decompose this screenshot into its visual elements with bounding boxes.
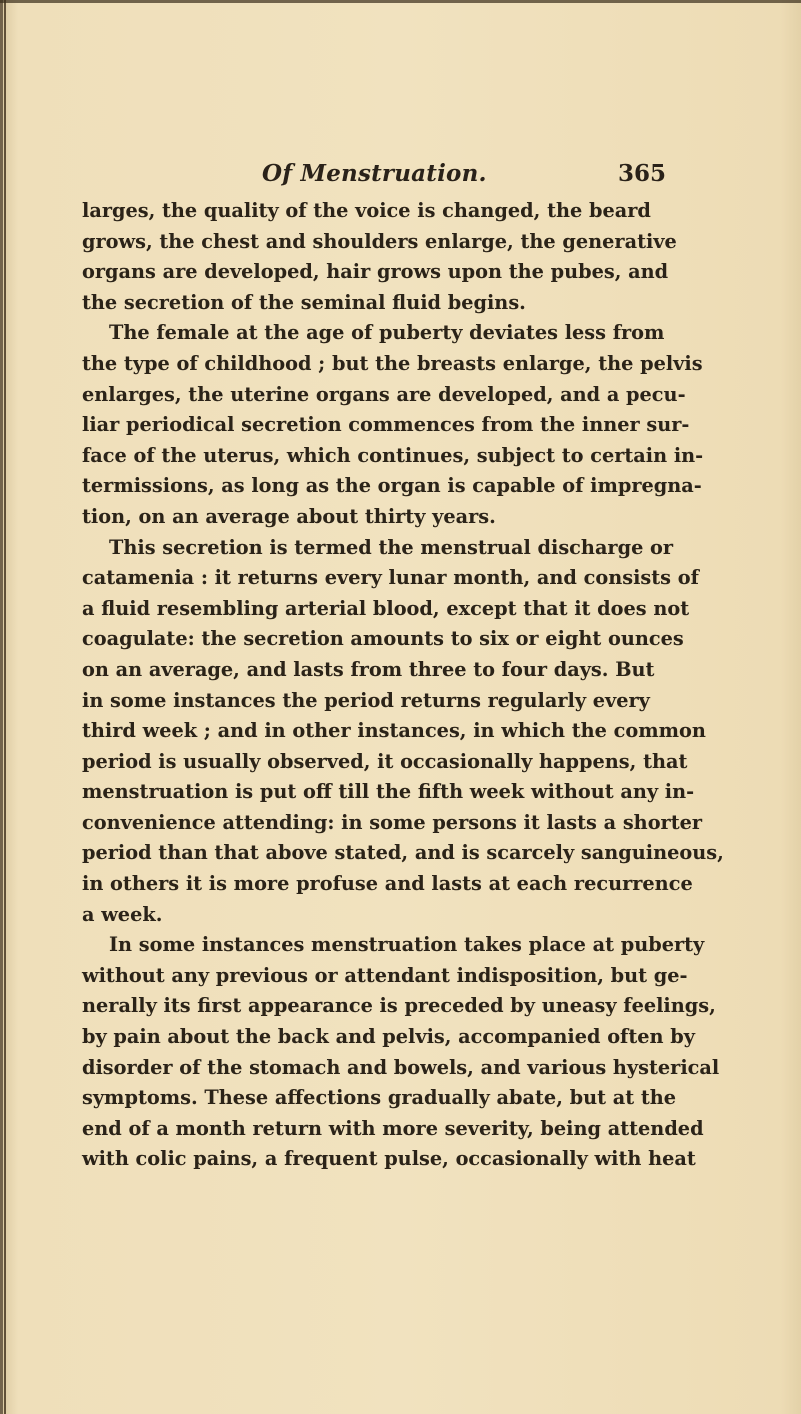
page-number: 365	[617, 160, 666, 187]
text-line: on an average, and lasts from three to four days. But	[82, 657, 655, 681]
text-line: in some instances the period returns regularly every	[82, 688, 650, 712]
text-line: a fluid resembling arterial blood, except that it does not	[82, 596, 690, 620]
text-line: enlarges, the uterine organs are developed, and a pecu-	[82, 382, 686, 406]
text-line: the secretion of the seminal fluid begins.	[82, 290, 526, 314]
text-line: grows, the chest and shoulders enlarge, the generative	[82, 229, 677, 253]
text-line: organs are developed, hair grows upon the pubes, and	[82, 260, 669, 284]
text-line: symptoms. These affections gradually abate, but at the	[82, 1086, 677, 1110]
page-top-edge	[0, 0, 801, 3]
body-text	[82, 196, 724, 1175]
page-binding-edge	[4, 0, 6, 1414]
page-binding-shadow	[0, 0, 3, 1414]
text-line: period is usually observed, it occasionally happens, that	[82, 749, 688, 773]
text-line: coagulate: the secretion amounts to six or eight ounces	[82, 627, 684, 651]
running-title: Of Menstruation.	[262, 160, 487, 187]
text-line: termissions, as long as the organ is capable of impregna-	[82, 474, 702, 498]
text-line: period than that above stated, and is scarcely sanguineous,	[82, 841, 724, 865]
text-line: larges, the quality of the voice is changed, the beard	[82, 199, 651, 222]
text-line: menstruation is put off till the fifth week without any in-	[82, 780, 695, 804]
text-line: catamenia : it returns every lunar month, and consists of	[82, 566, 699, 590]
text-line: face of the uterus, which continues, subject to certain in-	[82, 443, 704, 467]
text-line: The female at the age of puberty deviates less from	[109, 321, 665, 345]
text-line: nerally its first appearance is preceded by uneasy feelings,	[82, 994, 716, 1018]
text-line: end of a month return with more severity, being attended	[82, 1116, 704, 1140]
text-line: liar periodical secretion commences from the inner sur-	[82, 413, 690, 437]
text-line: the type of childhood ; but the breasts enlarge, the pelvis	[82, 351, 703, 375]
text-line: by pain about the back and pelvis, accompanied often by	[82, 1025, 695, 1049]
text-line: convenience attending: in some persons it lasts a shorter	[82, 810, 703, 834]
text-line: This secretion is termed the menstrual discharge or	[109, 535, 674, 559]
text-line: a week.	[82, 902, 163, 926]
text-line: In some instances menstruation takes place at puberty	[109, 933, 705, 957]
text-line: without any previous or attendant indisposition, but ge-	[82, 963, 688, 987]
text-line: third week ; and in other instances, in which the common	[82, 719, 706, 743]
text-line: with colic pains, a frequent pulse, occasionally with heat	[82, 1147, 696, 1171]
running-header	[262, 160, 692, 192]
text-line: in others it is more profuse and lasts at each recurrence	[82, 872, 693, 896]
text-line: disorder of the stomach and bowels, and various hysterical	[82, 1055, 720, 1079]
text-line: tion, on an average about thirty years.	[82, 504, 496, 528]
